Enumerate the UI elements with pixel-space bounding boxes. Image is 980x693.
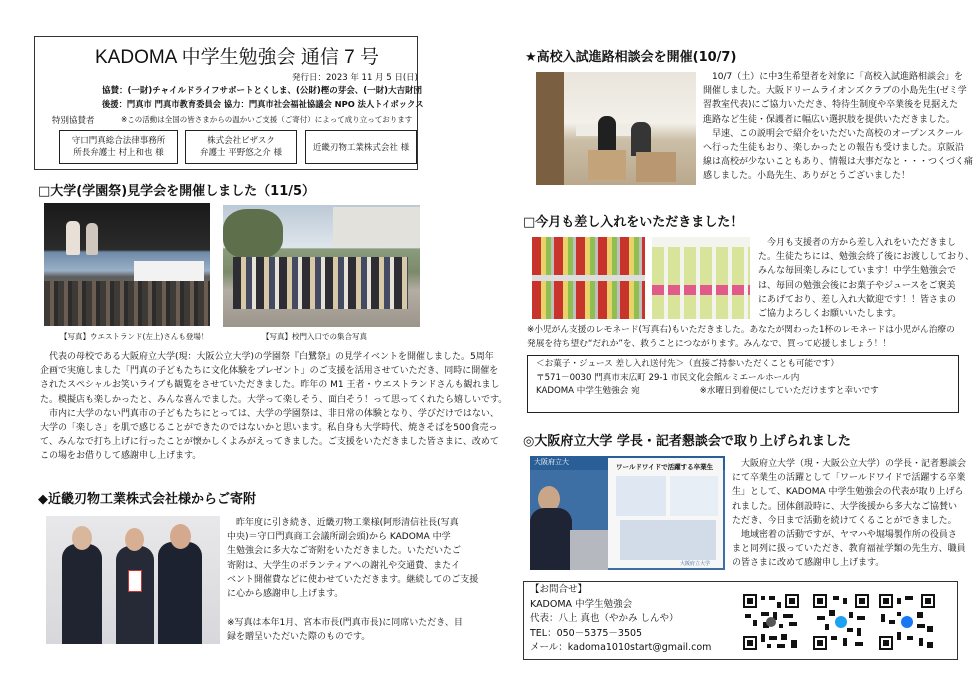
donation-line: 昨年度に引き続き、近畿刃物工業様(阿形清信社長(写真 [236, 518, 459, 528]
consultation-line: 早速、この説明会で紹介をいただいた高校のオープンスクール [712, 128, 963, 139]
campus-visit-line: この場をお借りして感謝申し上げます。 [40, 451, 202, 462]
address-line: ＜お菓子・ジュース 差し入れ送付先＞（直接ご持参いただくことも可能です） [536, 359, 839, 369]
campus-visit-line: て、みんなで打ち上げに行ったことが懐かしくよみがえってきました。ご支援をいただきました皆さまに、改めて [40, 437, 499, 448]
sponsor-1-line1: 守口門真総合法律事務所 [71, 136, 166, 146]
lemonade-note-line: ※小児がん支援のレモネード(写真右)もいただきました。あなたが関わった1杯のレモネードは小児がん治療の [527, 325, 955, 335]
donation-line: に心から感謝申し上げます。 [227, 589, 344, 600]
campus-visit-line: 大学の「楽しさ」を肌で感じることができたのではないかと思います。私自身も大学時代、焼きそばを500食売っ [40, 423, 498, 434]
gifts-line: にあげており、差し入れ大歓迎です！！皆さまの [758, 294, 957, 305]
photo-juice-cans [532, 237, 645, 319]
photo-lemonade [652, 237, 750, 319]
consultation-line: 進路など生徒・保護者に幅広い選択肢を提供いただきました。 [703, 114, 956, 125]
sponsor-3-line1: 近畿刃物工業株式会社 様 [312, 143, 410, 153]
consultation-line: 10/7（土）に中3生希望者を対象に「高校入試進路相談会」を [712, 72, 963, 82]
donation-line: 寄附は、大学生のボランティアへの謝礼や交通費、またイ [227, 560, 461, 571]
consultation-line: 感しました。小島先生、ありがとうございました！ [703, 171, 911, 182]
sponsor-1-line2: 所長弁護士 村上和也 様 [73, 148, 164, 158]
lemonade-note-line: 発展を待ち望む“だれか”を、救うことにつながります。みんなで、買って応援しましょう！！ [527, 339, 892, 350]
section-donation-title: ◆近畿刃物工業株式会社様からご寄附 [38, 492, 256, 507]
donation-note [227, 616, 463, 644]
sponsor-2-line2: 弁護士 平野悠之介 様 [200, 148, 282, 158]
slide-header-text: 大阪府立大 [534, 458, 569, 466]
donation-line: 生勉強会に多大なご寄附をいただきました。いただいたご [227, 546, 462, 557]
campus-visit-body [40, 350, 508, 464]
sponsor-2-line1: 株式会社ビザスク [207, 136, 275, 146]
section-press-title: ◎大阪府立大学 学長・記者懇談会で取り上げられました [523, 434, 851, 449]
gifts-line: た。生徒たちには、勉強会終了後にお渡ししており、 [758, 252, 975, 263]
qr-code-twitter[interactable] [812, 593, 870, 651]
lemonade-note [527, 323, 957, 351]
photo-donation [46, 516, 220, 644]
press-line: 地域密着の活動ですが、ヤマハや堀場製作所の役員さ [741, 530, 957, 541]
sponsor-box-2 [185, 130, 297, 164]
donation-note-line: ※写真は本年1月、宮本市長(門真市長)に同席いただき、目 [227, 618, 463, 628]
gifts-body [758, 236, 975, 321]
qr-code-website[interactable] [742, 593, 800, 651]
sponsor-box-1 [59, 130, 178, 164]
address-recipient [536, 385, 950, 399]
donation-note-line: 録を贈呈いただいた際のものです。 [227, 632, 371, 643]
press-line: れました。団体創設時に、大学後援から多大なご協賛い [732, 501, 958, 512]
donation-line: 中央)＝守口門真商工会議所副会頭)から KADOMA 中学 [227, 532, 451, 543]
special-sponsor-label: 特別協賛者 [52, 116, 95, 126]
qr-code-facebook[interactable] [878, 593, 936, 651]
section-campus-visit-title: □大学(学園祭)見学会を開催しました（11/5） [38, 184, 316, 199]
caption-westland: 【写真】ウエストランド(左上)さんも登場！ [60, 332, 209, 341]
contact-tel: TEL：050－5375－3505 [530, 627, 643, 639]
section-consultation-title: ★高校入試進路相談会を開催(10/7) [525, 50, 737, 65]
contact-org: KADOMA 中学生勉強会 [530, 598, 633, 610]
support-line: 後援：門真市 門真市教育委員会 協力：門真市社会福祉協議会 NPO 法人トイボックス [102, 99, 424, 109]
consultation-body [703, 70, 974, 184]
contact-label: 【お問合せ】 [530, 584, 588, 595]
consultation-line: 線は高校が少ないこともあり、情報は大事だなと・・・つくづく痛 [703, 157, 974, 168]
photo-consultation [536, 72, 696, 185]
press-line: まと同列に扱っていただき、教育福祉学類の先生方、職員 [732, 544, 966, 555]
section-gifts-title: □今月も差し入れをいただきました！ [523, 215, 744, 230]
gifts-line: みんな毎回楽しみにしています！中学生勉強会で [758, 266, 957, 277]
address-box [527, 355, 959, 413]
consultation-line: へ行った生徒もおり、楽しかったとの報告も受けました。京阪沿 [703, 143, 965, 154]
address-line: 〒571－0030 門真市末広町 29-1 市民文化会館ルミエールホール内 [536, 372, 800, 383]
donation-line: ベント開催費などに使わせていただきます。継続してのご支援 [227, 574, 479, 585]
photo-westland [44, 203, 210, 326]
campus-visit-line: 市内に大学のない門真市の子どもたちにとっては、大学の学園祭は、非日常の体験となり、学びだけではない、 [49, 408, 499, 419]
address-line: ※水曜日到着便にしていただけますと幸いです [699, 386, 879, 396]
donation-body [227, 516, 479, 601]
consultation-line: 開催しました。大阪ドリームライオンズクラブの小島先生(ゼミ学 [703, 86, 967, 97]
press-line: ただき、今日まで活動を続けてくることができました。 [732, 515, 957, 526]
cosponsor-line: 協賛：(一財)チャイルドライフサポートとくしま、(公財)樫の芽会、(一財)大吉財団 [102, 86, 423, 96]
contact-rep: 代表：八上 真也（やかみ しんや） [530, 613, 679, 624]
campus-visit-line: 代表の母校である大阪府立大学(現：大阪公立大学)の学園祭『白鷺祭』の見学イベントを開催しました。5周年 [49, 352, 494, 362]
press-body [732, 457, 967, 571]
photo-press-conference [530, 456, 725, 570]
campus-visit-line: 企画で実施しました「門真の子どもたちに文化体験をプレゼント」のご支援を活用させていただき、同時に開催を [40, 366, 499, 377]
press-line: 生」として、KADOMA 中学生勉強会の代表が取り上げら [732, 487, 964, 498]
address-line: KADOMA 中学生勉強会 宛 [536, 386, 640, 396]
contact-details [530, 583, 711, 656]
consultation-line: 習教室代表)にご協力いただき、特待生制度や卒業後を見据えた [703, 100, 959, 111]
press-line: 大阪府立大学（現・大阪公立大学）の学長・記者懇談会 [741, 459, 967, 469]
contact-email[interactable]: メール：kadoma1010start@gmail.com [530, 642, 712, 653]
gifts-line: は、毎回の勉強会後にお菓子やジュースをご褒美 [758, 280, 956, 291]
slide-title-text: ワールドワイドで活躍する卒業生 [616, 463, 714, 471]
gifts-line: ご協力よろしくお願いいたします。 [758, 309, 902, 320]
slide-footer-text: 大阪府立大学 [680, 561, 711, 567]
page-title: KADOMA 中学生勉強会 通信 7 号 [95, 47, 379, 68]
gifts-line: 今月も支援者の方から差し入れをいただきまし [767, 238, 957, 248]
campus-visit-line: た。模擬店も楽しかったと、みんな喜んでました。大学って楽しそう、面白そう！って思ってくれたら嬉しいです。 [40, 394, 508, 405]
special-sponsor-note: ※この活動は全国の皆さまからの温かいご支援（ご寄付）によって成り立っております [121, 115, 413, 124]
issue-date: 発行日：2023 年 11 月 5 日(日) [292, 73, 418, 83]
press-line: にて卒業生の活躍として「ワールドワイドで活躍する卒業 [732, 473, 966, 484]
photo-group-gate [223, 205, 420, 327]
sponsor-box-3 [305, 130, 417, 164]
caption-group-gate: 【写真】校門入口での集合写真 [262, 332, 367, 341]
campus-visit-line: されたスペシャルお笑いライブも観覧をさせていただきました。昨年の M1 王者・ウエストランドさんも観れまし [40, 380, 500, 391]
press-line: の皆さまに改めて感謝申し上げます。 [732, 558, 885, 569]
